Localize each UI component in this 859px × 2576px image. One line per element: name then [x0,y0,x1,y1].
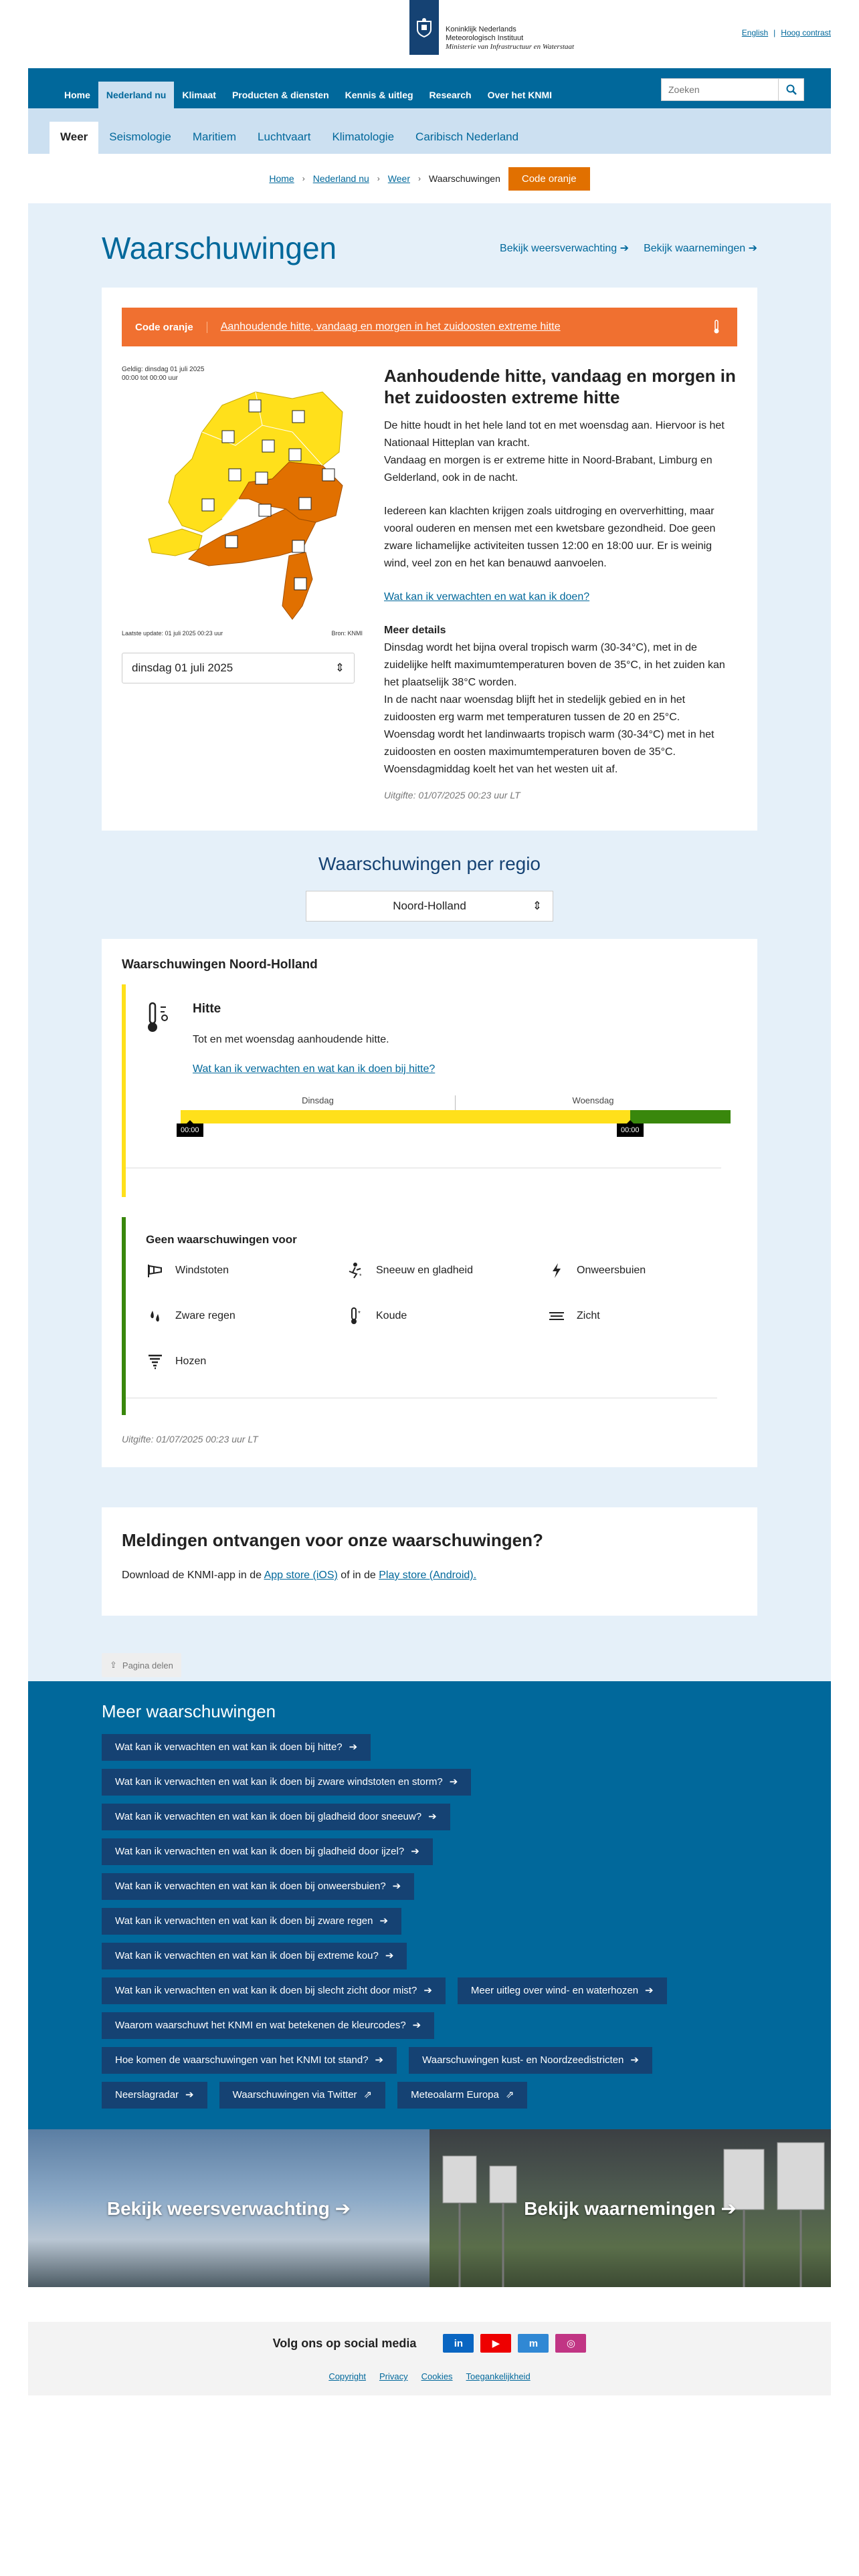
breadcrumb-home[interactable]: Home [269,173,294,184]
social-label: Volg ons op social media [272,2336,417,2350]
search-input[interactable] [661,78,779,101]
regio-title: Waarschuwingen per regio [318,853,541,874]
english-link[interactable]: English [741,28,769,37]
lightning-icon [547,1261,566,1280]
logo-line-1: Koninklijk Nederlands [446,25,516,33]
map-valid-time: 00:00 tot 00:00 uur [122,374,178,382]
timeline-bar [181,1110,731,1123]
page-title: Waarschuwingen [102,231,337,265]
subnav-caribisch-nederland[interactable]: Caribisch Nederland [415,130,519,143]
select-arrows-icon: ⇕ [335,661,345,674]
breadcrumb [28,154,831,203]
no-warning-label: Windstoten [175,1265,229,1276]
more-link-kou[interactable] [102,1943,407,1969]
no-warning-windstoten [146,1261,347,1280]
arrow-right-icon: ➔ [428,1811,437,1822]
youtube-icon[interactable]: ▶ [480,2334,511,2353]
promo-tiles [28,2129,831,2287]
arrow-right-icon: ➔ [335,2197,351,2219]
chevron-right-icon: › [377,174,380,183]
more-link-label: Waarschuwingen via Twitter [232,2089,357,2101]
alert-code: Code oranje [135,322,207,333]
more-link-label: Meteoalarm Europa [411,2089,499,2101]
play-store-link[interactable]: Play store (Android). [379,1570,477,1581]
notifications-text-before: Download de KNMI-app in de [122,1570,264,1581]
arrow-right-icon: ➔ [449,1776,458,1788]
raindrops-icon [146,1307,165,1325]
more-link-label: Wat kan ik verwachten en wat kan ik doen bij gladheid door sneeuw? [115,1811,422,1822]
more-link-twitter[interactable] [219,2082,386,2109]
high-contrast-link[interactable]: Hoog contrast [781,28,831,37]
nav-klimaat[interactable]: Klimaat [182,90,216,100]
arrow-right-icon: ➔ [645,1985,654,1996]
svg-text:*: * [358,1310,361,1317]
warning-text: Tot en met woensdag aanhoudende hitte. [193,1034,389,1045]
arrow-right-icon: ➔ [379,1915,389,1927]
no-warning-hozen [146,1352,347,1371]
warning-title: Hitte [193,1002,221,1016]
notifications-card [102,1507,757,1616]
more-link-label: Neerslagradar [115,2089,179,2101]
forecast-tile-label: Bekijk weersverwachting [106,2197,330,2219]
date-select-value: dinsdag 01 juli 2025 [132,661,233,674]
more-link-sneeuw[interactable] [102,1804,450,1830]
search-button[interactable] [779,78,804,101]
no-warning-koude [347,1307,547,1325]
mastodon-icon[interactable]: m [518,2334,549,2353]
logo-line-2: Meteorologisch Instituut [446,34,524,42]
subnav-maritiem[interactable]: Maritiem [192,130,237,143]
nav-kennis-uitleg[interactable]: Kennis & uitleg [345,90,413,100]
breadcrumb-nederland-nu[interactable]: Nederland nu [312,173,369,184]
chevron-right-icon: › [418,174,421,183]
arrow-right-icon: ➔ [349,1741,358,1753]
arrow-right-icon: ➔ [748,243,757,254]
warning-info-link[interactable]: Wat kan ik verwachten en wat kan ik doen bij hitte? [193,1063,436,1075]
regio-card [102,939,757,1467]
arrow-right-icon: ➔ [630,2054,639,2066]
svg-text:*: * [359,1273,362,1279]
observations-link[interactable] [644,241,757,255]
nav-nederland-nu[interactable]: Nederland nu [98,82,174,108]
alert-issued: Uitgifte: 01/07/2025 00:23 uur LT [384,790,520,800]
netherlands-map-icon [122,365,363,637]
forecast-link[interactable] [500,241,629,255]
no-warning-regen [146,1307,347,1325]
more-link-label: Waarschuwingen kust- en Noordzeedistricten [422,2054,624,2066]
warning-timeline [181,1095,731,1149]
arrow-right-icon: ➔ [619,243,630,254]
no-warnings-title: Geen waarschuwingen voor [146,1233,297,1246]
alert-info-link[interactable]: Wat kan ik verwachten en wat kan ik doen? [384,591,590,603]
page-wrapper [28,0,831,2395]
coat-of-arms-icon [409,0,439,55]
regio-select-value: Noord-Holland [393,899,466,912]
heat-thermometer-icon [143,1000,170,1037]
forecast-link-label: Bekijk weersverwachting [500,243,617,254]
share-page-label: Pagina delen [122,1660,173,1671]
logo-line-3: Ministerie van Infrastructuur en Waterstaat [446,43,575,51]
subnav-luchtvaart[interactable]: Luchtvaart [258,130,311,143]
top-header [28,0,831,68]
footer-accessibility-link[interactable]: Toegankelijkheid [466,2371,531,2381]
more-link-kust[interactable] [409,2047,652,2074]
search-icon [786,84,797,95]
more-link-label: Wat kan ik verwachten en wat kan ik doen bij zware windstoten en storm? [115,1776,443,1788]
alert-card [102,288,757,831]
arrow-right-icon: ➔ [385,1950,394,1961]
more-link-kleurcodes[interactable] [102,2012,434,2039]
subnav-klimatologie[interactable]: Klimatologie [332,130,395,143]
arrow-right-icon: ➔ [423,1985,432,1996]
fog-icon [547,1307,566,1325]
regio-issued: Uitgifte: 01/07/2025 00:23 uur LT [122,1434,258,1444]
alert-heading: Aanhoudende hitte, vandaag en morgen in het zuidoosten extreme hitte [384,366,736,407]
app-store-link[interactable]: App store (iOS) [264,1570,338,1581]
top-links [742,28,831,37]
more-link-neerslagradar[interactable] [102,2082,207,2109]
map-source: Bron: KNMI [331,630,363,637]
more-link-mist[interactable] [102,1977,446,2004]
logo-text [446,25,574,51]
more-warnings-title: Meer waarschuwingen [102,1701,276,1721]
no-warning-onweer [547,1261,748,1280]
alert-message-link[interactable]: Aanhoudende hitte, vandaag en morgen in het zuidoosten extreme hitte [220,321,561,332]
more-link-label: Waarom waarschuwt het KNMI en wat betekenen de kleurcodes? [115,2020,406,2031]
more-link-totstandkoming[interactable] [102,2047,397,2074]
title-row [102,231,757,265]
map-footer [122,630,363,637]
header-links [500,241,757,255]
footer-links [28,2371,831,2381]
breadcrumb-weer[interactable]: Weer [387,173,410,184]
cold-thermometer-icon [347,1307,365,1325]
linkedin-icon[interactable]: in [443,2334,474,2353]
no-warning-sneeuw [347,1261,547,1280]
divider: | [773,28,776,37]
more-link-label: Meer uitleg over wind- en waterhozen [470,1985,639,1996]
timeline-day-1: Dinsdag [181,1095,456,1110]
timeline-marker-start: 00:00 [177,1123,203,1137]
no-warning-label: Sneeuw en gladheid [376,1265,474,1276]
no-warning-label: Koude [376,1310,407,1321]
more-link-label: Wat kan ik verwachten en wat kan ik doen bij onweersbuien? [115,1881,386,1892]
observations-tile-label: Bekijk waarnemingen [524,2197,716,2219]
more-link-label: Hoe komen de waarschuwingen van het KNMI tot stand? [115,2054,369,2066]
no-warning-label: Hozen [175,1356,207,1367]
regio-select[interactable] [306,891,553,922]
arrow-right-icon: ➔ [721,2197,737,2219]
subnav-weer[interactable]: Weer [50,122,98,154]
search-form [661,78,804,101]
alert-paragraph-1b: Vandaag en morgen is er extreme hitte in Noord-Brabant, Limburg en Gelderland, ook in de nacht. [384,455,712,484]
footer-cookies-link[interactable]: Cookies [421,2371,453,2381]
no-warning-label: Zware regen [175,1310,235,1321]
alert-paragraph-1: De hitte houdt in het hele land tot en met woensdag aan. Hiervoor is het Nationaal Hitteplan van kracht. [384,420,725,449]
date-select[interactable] [122,653,355,683]
regio-card-title: Waarschuwingen Noord-Holland [122,958,318,972]
alert-bar [122,308,737,346]
code-oranje-badge: Code oranje [508,167,590,191]
arrow-right-icon: ➔ [392,1881,401,1892]
alert-text [384,365,737,804]
arrow-right-icon: ➔ [375,2054,384,2066]
more-link-label: Wat kan ik verwachten en wat kan ik doen bij extreme kou? [115,1950,379,1961]
share-icon: ⇪ [110,1660,117,1670]
external-link-icon: ⇗ [505,2089,514,2101]
footer-privacy-link[interactable]: Privacy [379,2371,408,2381]
timeline-marker-end: 00:00 [617,1123,644,1137]
footer-copyright-link[interactable]: Copyright [328,2371,366,2381]
nav-home[interactable]: Home [64,90,90,100]
more-link-label: Wat kan ik verwachten en wat kan ik doen bij hitte? [115,1741,343,1753]
meer-details-1: Dinsdag wordt het bijna overal tropisch warm (30-34°C), met in de zuidelijke helft maximumtemperaturen boven de 35°C, in het zuiden kan het plaatselijk 38°C worden. [384,642,725,688]
more-link-hitte[interactable] [102,1734,371,1761]
timeline-day-2: Woensdag [572,1095,614,1105]
external-link-icon: ⇗ [363,2089,373,2101]
no-warning-zicht [547,1307,748,1325]
more-warnings-section [28,1681,831,2129]
more-link-label: Wat kan ik verwachten en wat kan ik doen bij gladheid door ijzel? [115,1846,405,1857]
main-navigation [28,68,831,108]
map-valid-date: Geldig: dinsdag 01 juli 2025 [122,366,205,373]
meer-details-2: In de nacht naar woensdag blijft het in stedelijk gebied en in het zuidoosten erg warm met temperaturen tussen de 20 en 25°C. [384,694,686,723]
arrow-right-icon: ➔ [411,1846,419,1857]
more-link-onweer[interactable] [102,1873,414,1900]
no-warning-label: Zicht [577,1310,600,1321]
notifications-title: Meldingen ontvangen voor onze waarschuwingen? [122,1530,543,1550]
more-link-regen[interactable] [102,1908,401,1935]
more-link-meteoalarm[interactable] [397,2082,527,2109]
notifications-text-mid: of in de [337,1570,379,1581]
more-link-hozen[interactable] [458,1977,667,2004]
nav-producten-diensten[interactable]: Producten & diensten [231,90,329,100]
chevron-right-icon: › [302,174,305,183]
select-arrows-icon: ⇕ [532,899,542,912]
footer [28,2322,831,2395]
knmi-logo[interactable] [409,0,574,55]
alert-paragraph-2: Iedereen kan klachten krijgen zoals uitdroging en oververhitting, maar vooral ouderen en mensen met een kwetsbare gezondheid. Doe geen zware lichamelijke activiteiten tussen 12:00 en 18:00 uur. Er is weinig wind, veel zon en het kan benauwd aanvoelen. [384,506,716,569]
tornado-icon [146,1352,165,1371]
arrow-right-icon: ➔ [185,2089,194,2101]
meer-details-title: Meer details [384,625,446,636]
no-warnings-box [122,1217,737,1415]
subnav-seismologie[interactable]: Seismologie [109,130,171,143]
social-links [28,2334,831,2353]
observations-tile[interactable] [430,2129,831,2287]
nav-research[interactable]: Research [429,90,472,100]
timeline-green-segment [630,1110,731,1123]
arrow-right-icon: ➔ [412,2020,421,2031]
meer-details-3: Woensdag wordt het landinwaarts tropisch warm (30-34°C) met in het zuidoosten en oosten maximumtemperaturen boven de 35°C. Woensdagmiddag koelt het van het westen uit af. [384,729,714,775]
more-link-ijzel[interactable] [102,1838,433,1865]
map-updated: Laatste update: 01 juli 2025 00:23 uur [122,630,223,637]
more-link-label: Wat kan ik verwachten en wat kan ik doen bij slecht zicht door mist? [115,1985,417,1996]
warning-map[interactable] [122,365,363,637]
instagram-icon[interactable]: ◎ [555,2334,586,2353]
sub-navigation [28,108,831,154]
nav-over-knmi[interactable]: Over het KNMI [487,90,553,100]
forecast-tile[interactable] [28,2129,430,2287]
heat-warning [122,984,737,1197]
share-page-button[interactable] [102,1653,181,1677]
more-link-storm[interactable] [102,1769,471,1796]
windsock-icon [146,1261,165,1280]
snow-slip-icon [347,1261,365,1280]
more-link-label: Wat kan ik verwachten en wat kan ik doen bij zware regen [115,1915,373,1927]
breadcrumb-current: Waarschuwingen [429,173,500,184]
more-warnings-list [102,1734,757,2117]
no-warning-label: Onweersbuien [577,1265,646,1276]
timeline-yellow-segment [181,1110,630,1123]
observations-link-label: Bekijk waarnemingen [644,243,746,254]
content-band [28,203,831,1681]
thermometer-icon [712,320,721,338]
